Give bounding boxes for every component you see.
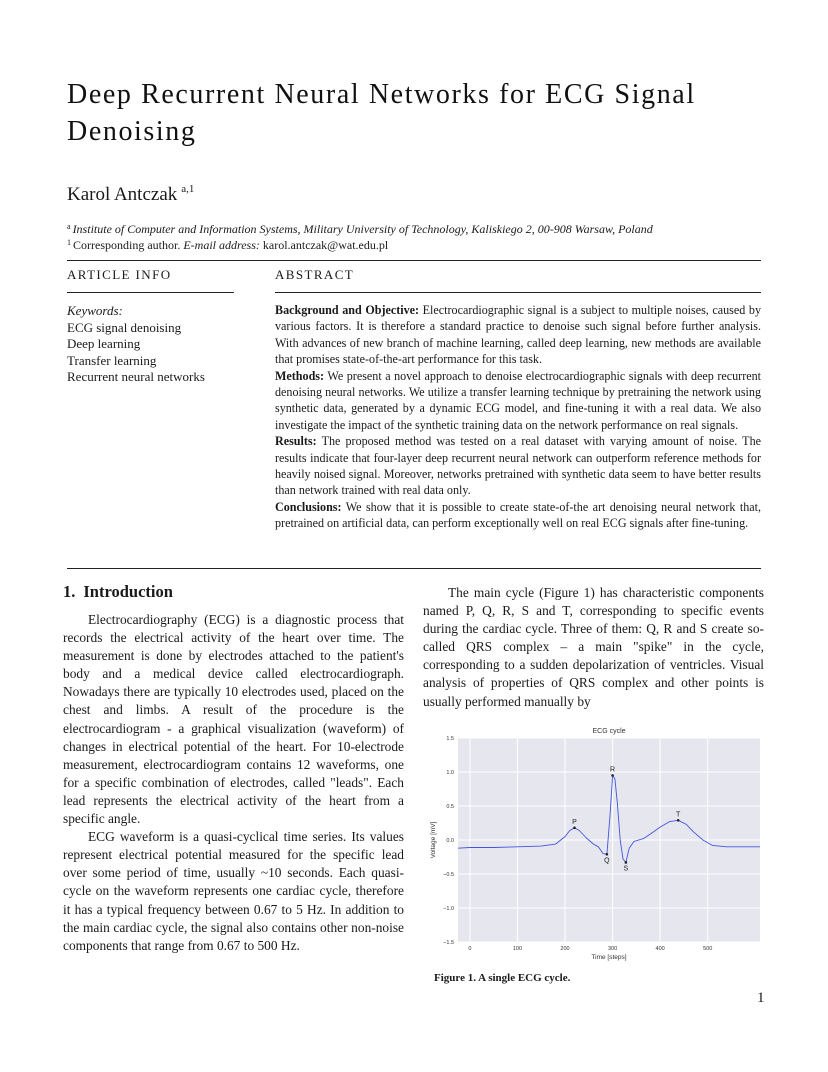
conclusions-text: We show that it is possible to create state-of-the art denoising neural network that, pretrained on artificial data, can perform exceptionally well on real ECG signals after fine-tuning.	[275, 499, 761, 531]
abstract-background	[275, 302, 761, 368]
y-tick-label: 0.5	[446, 804, 454, 810]
ecg-point-label: S	[623, 865, 629, 873]
y-axis-label: Voltage [mV]	[430, 821, 437, 859]
y-tick-label: −0.5	[443, 872, 454, 878]
methods-label: Methods:	[275, 368, 325, 383]
affiliation-marker: a	[67, 222, 71, 231]
section-number: 1.	[63, 582, 76, 601]
abstract-heading: ABSTRACT	[275, 267, 355, 282]
abstract-rule	[275, 292, 761, 293]
y-tick-label: 1.5	[446, 736, 454, 742]
email-address[interactable]: karol.antczak@wat.edu.pl	[262, 238, 389, 252]
article-info-rule	[67, 292, 234, 293]
abstract-conclusions	[275, 499, 761, 532]
x-tick-label: 300	[607, 946, 618, 952]
corresponding-author	[67, 235, 388, 253]
background-label: Background and Objective:	[275, 303, 420, 317]
x-tick-label: 200	[560, 946, 570, 952]
ecg-point-marker	[611, 774, 614, 777]
methods-text: We present a novel approach to denoise electrocardiographic signals with deep recurrent denoising neural networks. We utilize a transfer learning technique by pretraining the network using synthetic data, generated by a dynamic ECG model, and fine-tuning it with a real data. We also investigate the impact of the synthetic training data on the network performance on real signals.	[275, 368, 762, 432]
paper-title: Deep Recurrent Neural Networks for ECG Signal Denoising	[67, 79, 696, 147]
left-column	[63, 611, 404, 955]
top-rule	[67, 260, 761, 261]
keyword-item: Deep learning	[67, 336, 141, 351]
paragraph: The main cycle (Figure 1) has characteristic components named P, Q, R, S and T, corresponding to specific events during the cardiac cycle. Three of them: Q, R and S create so-called QRS complex – a main "spike" in the cycle, corresponding to a sudden depolarization of ventricles. Visual analysis of properties of QRS complex and other points is usually performed manually by	[423, 585, 764, 709]
conclusions-label: Conclusions:	[275, 499, 342, 514]
keywords-label: Keywords:	[67, 303, 123, 318]
x-tick-label: 0	[468, 946, 472, 952]
section-title: Introduction	[83, 582, 173, 601]
author-superscript: a,1	[181, 183, 195, 195]
x-tick-label: 100	[512, 946, 523, 952]
section-heading	[63, 582, 181, 602]
ecg-point-label: T	[676, 811, 681, 819]
corresponding-marker: 1	[67, 238, 71, 247]
y-tick-label: 1.0	[446, 770, 454, 776]
email-label: E-mail address:	[183, 238, 260, 252]
ecg-point-label: Q	[604, 857, 610, 865]
right-column	[423, 584, 764, 711]
abstract-bottom-rule	[67, 568, 761, 569]
corresponding-label: Corresponding author.	[73, 238, 181, 252]
author-name: Karol Antczak	[67, 184, 178, 205]
chart-title: ECG cycle	[592, 728, 626, 735]
results-text: The proposed method was tested on a real dataset with varying amount of noise. The results indicate that four-layer deep recurrent neural network can outperform reference methods for heavily noised signal. Moreover, networks pretrained with synthetic data seem to have better results than network trained with real data only.	[275, 434, 761, 498]
results-label: Results:	[275, 434, 317, 449]
ecg-chart	[422, 722, 766, 964]
keywords-block	[67, 303, 205, 386]
ecg-point-marker	[625, 861, 628, 864]
ecg-point-marker	[573, 826, 576, 829]
abstract-methods	[275, 368, 761, 434]
paragraph: ECG waveform is a quasi-cyclical time series. Its values represent electrical potential measured for the specific lead over some period of time, usually ~10 seconds. Each quasi-cycle on the waveform represents one cardiac cycle, therefore it has a typical frequency between 0.67 to 5 Hz. In addition to the main cardiac cycle, the signal also contains other non-noise components that range from 0.67 to 500 Hz.	[63, 829, 404, 953]
y-tick-label: −1.0	[443, 906, 454, 912]
article-info-heading: ARTICLE INFO	[67, 267, 172, 282]
paragraph: Electrocardiography (ECG) is a diagnostic process that records the electrical activity of the heart over time. The measurement is done by electrodes attached to the patient's body and a medical device called electrocardiograph. Nowadays there are typically 10 electrodes used, placed on the chest and limbs. A result of the procedure is the electrocardiogram - a graphical visualization (waveform) of changes in electrical potential of the heart. For 10-electrode measurement, electrocardiogram contains 12 waveforms, one for a specific combination of electrodes, called "leads". Each lead represents the electrical activity of the heart from a specific angle.	[63, 612, 404, 827]
abstract-body	[275, 302, 761, 532]
figure-caption: Figure 1. A single ECG cycle.	[434, 972, 571, 984]
keyword-item: Transfer learning	[67, 352, 157, 368]
affiliation-text: Institute of Computer and Information Systems, Military University of Technology, Kaliskiego 2, 00-908 Warsaw, Poland	[72, 222, 653, 236]
y-tick-label: 0.0	[446, 838, 454, 844]
page-number: 1	[757, 990, 765, 1006]
ecg-point-label: P	[572, 818, 577, 826]
author-line	[67, 183, 194, 206]
ecg-point-marker	[606, 853, 609, 856]
keyword-item: Recurrent neural networks	[67, 369, 205, 384]
x-axis-label: Time [steps]	[591, 954, 627, 961]
y-tick-label: −1.5	[443, 940, 454, 946]
background-text: Electrocardiographic signal is a subject to multiple noises, caused by various factors. It is therefore a standard practice to denoise such signal before further analysis. With advances of new branch of machine learning, called deep learning, new methods are available that promises state-of-the-art performance for this task.	[275, 303, 761, 367]
ecg-point-marker	[677, 819, 680, 822]
x-tick-label: 500	[703, 946, 713, 952]
x-tick-label: 400	[655, 946, 665, 952]
abstract-results	[275, 433, 761, 499]
keyword-item: ECG signal denoising	[67, 319, 182, 335]
ecg-point-label: R	[610, 766, 616, 774]
